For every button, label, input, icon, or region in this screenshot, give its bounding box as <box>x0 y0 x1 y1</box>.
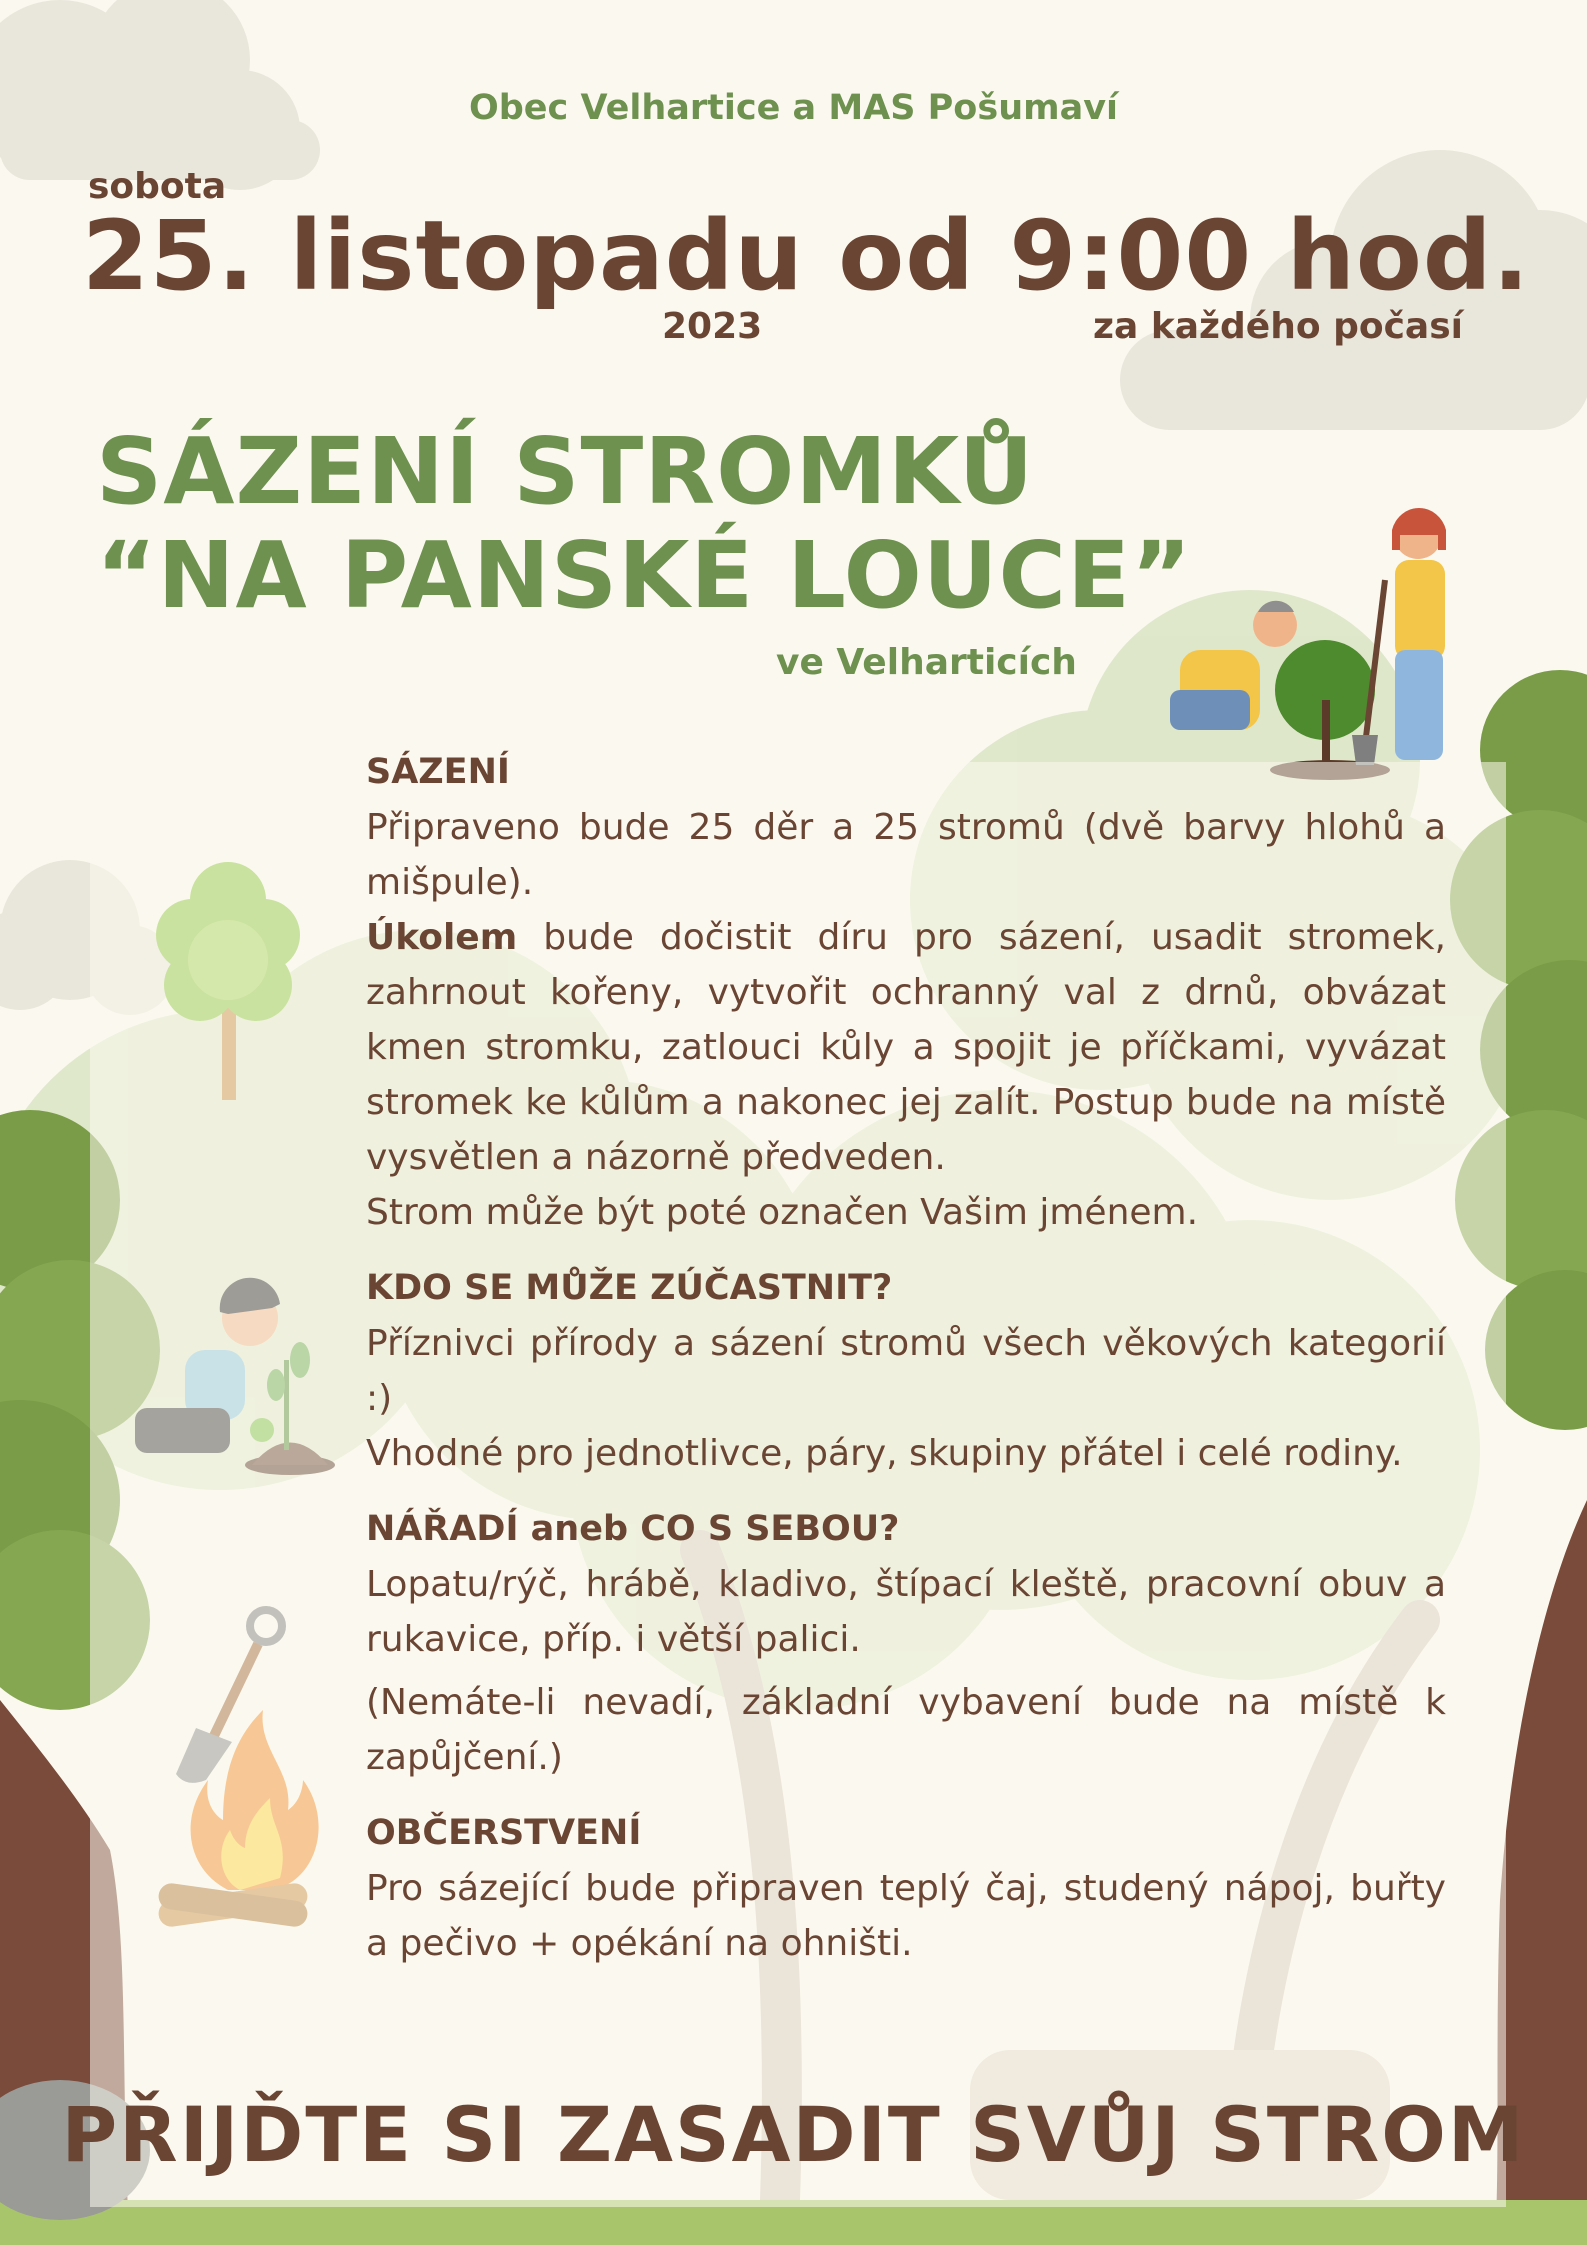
organizer-line: Obec Velhartice a MAS Pošumaví <box>468 88 1119 128</box>
section-heading: OBČERSTVENÍ <box>366 1813 642 1853</box>
paragraph: Pro sázející bude připraven teplý čaj, studený nápoj, buřty a pečivo + opékání na ohništi. <box>366 1868 1446 1964</box>
bold-lead: Úkolem <box>366 917 518 958</box>
section-planting <box>366 744 1446 1240</box>
paragraph: Vhodné pro jednotlivce, páry, skupiny přátel i celé rodiny. <box>366 1433 1403 1474</box>
paragraph: (Nemáte-li nevadí, základní vybavení bude na místě k zapůjčení.) <box>366 1682 1446 1778</box>
paragraph: Strom může být poté označen Vašim jménem. <box>366 1192 1199 1233</box>
section-refreshments <box>366 1805 1446 1971</box>
event-title-line2: “NA PANSKÉ LOUCE” <box>96 522 1193 629</box>
day-name: sobota <box>88 166 227 207</box>
event-year: 2023 <box>662 306 763 347</box>
event-title <box>96 420 1192 628</box>
weather-note: za každého počasí <box>1093 306 1463 347</box>
event-title-line1: SÁZENÍ STROMKŮ <box>96 418 1035 525</box>
section-tools <box>366 1501 1446 1785</box>
event-date-time: 25. listopadu od 9:00 hod. <box>82 200 1531 312</box>
paragraph-text: bude dočistit díru pro sázení, usadit stromek, zahrnout kořeny, vytvořit ochranný val z drnů, obvázat kmen stromku, zatlouci kůly a spojit je příčkami, vyvázat stromek ke kůlům a nakonec jej zalít. Postup bude na místě vysvětlen a názorně předveden. <box>366 917 1446 1178</box>
paragraph: Lopatu/rýč, hrábě, kladivo, štípací kleště, pracovní obuv a rukavice, příp. i větší palici. <box>366 1564 1446 1660</box>
section-heading: SÁZENÍ <box>366 752 510 792</box>
section-who <box>366 1260 1446 1481</box>
section-heading: KDO SE MŮŽE ZÚČASTNIT? <box>366 1268 893 1308</box>
paragraph: Připraveno bude 25 děr a 25 stromů (dvě barvy hlohů a mišpule). <box>366 807 1446 903</box>
section-heading: NÁŘADÍ aneb CO S SEBOU? <box>366 1509 900 1549</box>
event-details <box>366 744 1446 1991</box>
paragraph: Příznivci přírody a sázení stromů všech věkových kategorií :) <box>366 1323 1446 1419</box>
call-to-action: PŘIJĎTE SI ZASADIT SVŮJ STROM <box>61 2090 1526 2179</box>
paragraph <box>366 910 1446 1185</box>
event-location: ve Velharticích <box>776 642 1077 683</box>
